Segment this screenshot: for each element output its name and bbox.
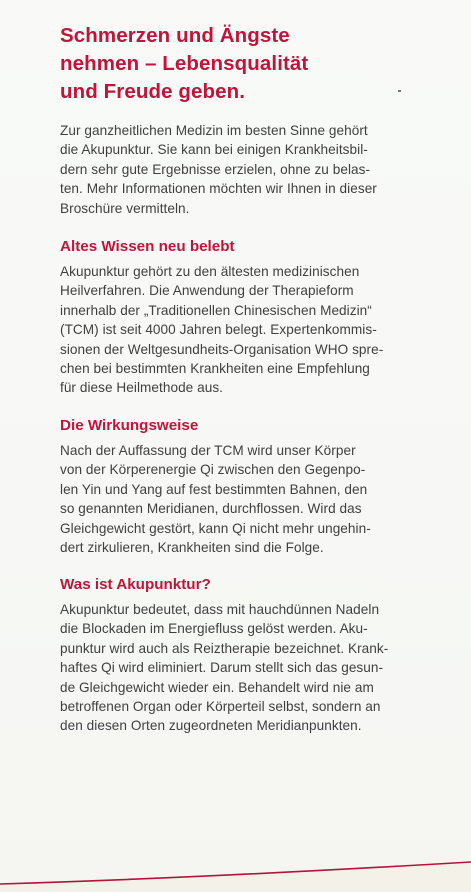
text-line: Akupunktur bedeutet, dass mit hauchdünnen Nadeln bbox=[60, 602, 380, 617]
text-line: Akupunktur gehört zu den ältesten medizinischen bbox=[60, 264, 360, 279]
headline bbox=[60, 22, 440, 106]
headline-line: Schmerzen und Ängste bbox=[60, 24, 290, 47]
text-line: die Blockaden im Energiefluss gelöst werden. Aku- bbox=[60, 621, 368, 637]
text-line: Zur ganzheitlichen Medizin im besten Sinne gehört bbox=[60, 123, 368, 138]
text-line: sionen der Weltgesundheits-Organisation WHO spre- bbox=[60, 341, 384, 357]
intro-paragraph bbox=[60, 121, 400, 218]
text-line: len Yin und Yang auf fest bestimmten Bahnen, den bbox=[60, 481, 368, 497]
section-paragraph-wirkungsweise bbox=[60, 441, 400, 557]
text-line: betroffenen Organ oder Körperteil selbst, sondern an bbox=[60, 699, 381, 715]
text-line: haftes Qi wird eliminiert. Darum stellt sich das gesun- bbox=[60, 660, 384, 676]
text-line: Nach der Auffassung der TCM wird unser Körper bbox=[60, 443, 356, 458]
text-line: Gleichgewicht gestört, kann Qi nicht mehr ungehin- bbox=[60, 520, 371, 536]
print-speck bbox=[398, 90, 401, 92]
text-line: chen bei bestimmten Krankheiten eine Empfehlung bbox=[60, 361, 370, 377]
text-line: für diese Heilmethode aus. bbox=[60, 380, 224, 396]
section-heading-was-ist-akupunktur: Was ist Akupunktur? bbox=[60, 576, 211, 593]
headline-line: nehmen – Lebensqualität bbox=[60, 52, 309, 75]
footer-curve-decoration bbox=[0, 856, 471, 892]
text-line: de Gleichgewicht wieder ein. Behandelt wird nie am bbox=[60, 679, 374, 695]
section-heading-wirkungsweise: Die Wirkungsweise bbox=[60, 417, 199, 434]
text-line: von der Körperenergie Qi zwischen den Gegenpo- bbox=[60, 462, 366, 478]
headline-line: und Freude geben. bbox=[60, 80, 246, 103]
text-line: Broschüre vermitteln. bbox=[60, 200, 190, 216]
section-paragraph-altes-wissen bbox=[60, 262, 400, 398]
text-line: den diesen Orten zugeordneten Meridianpunkten. bbox=[60, 718, 362, 734]
section-paragraph-was-ist-akupunktur bbox=[60, 600, 400, 736]
text-line: die Akupunktur. Sie kann bei einigen Krankheitsbil- bbox=[60, 142, 368, 158]
text-line: dert zirkulieren, Krankheiten sind die Folge. bbox=[60, 540, 324, 556]
text-line: dern sehr gute Ergebnisse erzielen, ohne zu belas- bbox=[60, 161, 371, 177]
text-line: ten. Mehr Informationen möchten wir Ihnen in dieser bbox=[60, 181, 377, 197]
text-line: punktur wird auch als Reiztherapie bezeichnet. Krank- bbox=[60, 640, 389, 656]
text-line: innerhalb der „Traditionellen Chinesischen Medizin“ bbox=[60, 302, 372, 318]
text-line: (TCM) ist seit 4000 Jahren belegt. Expertenkommis- bbox=[60, 322, 377, 338]
text-line: so genannten Meridianen, durchflossen. Wird das bbox=[60, 501, 362, 517]
text-line: Heilverfahren. Die Anwendung der Therapieform bbox=[60, 283, 354, 299]
section-heading-altes-wissen: Altes Wissen neu belebt bbox=[60, 238, 235, 255]
